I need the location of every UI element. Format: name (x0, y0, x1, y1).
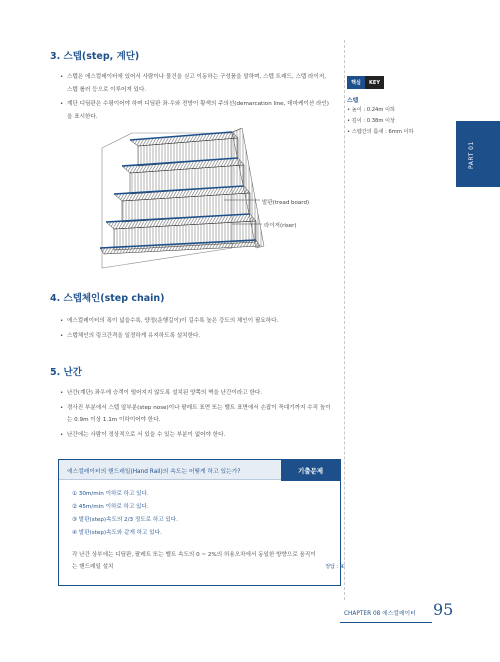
quiz-question: 에스컬레이터의 핸드레일(Hand Rail)의 속도는 어떻게 하고 있는가? (59, 460, 340, 480)
list-item: • 스텝체인의 링크간격을 일정하게 유지하도록 설치한다. (60, 330, 332, 343)
list-item: • 경사진 부분에서 스텝 앞부분(step nose)이나 팔레트 표면 또는 벨트 표면에서 손잡이 꼭대기까지 수직 높이는 0.9m 이상 1.1m 이하이어야 한다. (60, 402, 332, 427)
list-item: • 난간(계단) 좌우에 승객이 떨어지지 않도록 설치된 양쪽의 벽을 난간이라고 한다. (60, 387, 332, 400)
key-point-box (347, 76, 445, 137)
tread-label: 발판(tread board) (262, 200, 310, 206)
quiz-answer: 정답 : ④ (325, 564, 345, 570)
quiz-option: ③ 발판(step)속도의 2/3 정도로 하고 있다. (72, 517, 178, 523)
section-3-body (60, 71, 332, 125)
key-badge (347, 76, 384, 89)
page-number: 95 (433, 600, 454, 619)
chapter-footer: CHAPTER 08 에스컬레이터 (344, 611, 416, 617)
section-5-body (60, 387, 332, 443)
key-item: • 깊이 : 0.38m 이상 (347, 118, 396, 124)
riser-label: 라이저(riser) (264, 223, 297, 229)
part-tab-label: PART 01 (468, 141, 475, 169)
key-item: • 높이 : 0.24m 이하 (347, 107, 396, 113)
quiz-explanation: 각 난간 상부에는 디딤판, 팔레트 또는 벨트 속도의 0 ~ 2%의 허용오차에서 동일한 방향으로 움직이는 핸드레일 설치 (72, 552, 316, 570)
list-item: • 난간에는 사람이 정상적으로 서 있을 수 있는 부분이 없어야 한다. (60, 429, 332, 442)
section-5-title: 5. 난간 (50, 367, 82, 378)
past-exam-tab: 기출문제 (281, 459, 340, 481)
key-badge-label: 핵심 (347, 76, 365, 89)
key-title: 스텝 (347, 98, 359, 104)
quiz-option: ① 30m/min 이하로 하고 있다. (72, 491, 149, 497)
part-tab (456, 121, 500, 187)
quiz-option: ④ 발판(step)속도와 같게 하고 있다. (72, 530, 162, 536)
list-item: • 에스컬레이터의 폭이 넓을수록, 양정(운행길이)이 길수록 높은 강도의 체인이 필요하다. (60, 315, 332, 328)
column-divider (344, 40, 345, 600)
quiz-option: ② 45m/min 이하로 하고 있다. (72, 504, 149, 510)
list-item: • 스텝은 에스컬레이터에 있어서 사람이나 물건을 싣고 이동하는 구성품을 말하며, 스텝 트레드, 스텝 라이저, 스텝 롤러 등으로 이루어져 있다. (60, 71, 332, 96)
key-badge-label-en: KEY (365, 76, 384, 89)
section-4-body (60, 315, 332, 344)
key-item: • 스텝간의 틈새 : 6mm 이하 (347, 129, 414, 135)
section-4-title: 4. 스텝체인(step chain) (50, 293, 165, 304)
footer-rule (340, 622, 432, 623)
section-3-title: 3. 스텝(step, 계단) (50, 51, 140, 62)
list-item: • 계단 디딤판은 수평이어야 하며 디딤판 좌·우와 전방이 황색의 주의선(demarcation line, 데마케이션 라인)을 표시한다. (60, 98, 332, 123)
